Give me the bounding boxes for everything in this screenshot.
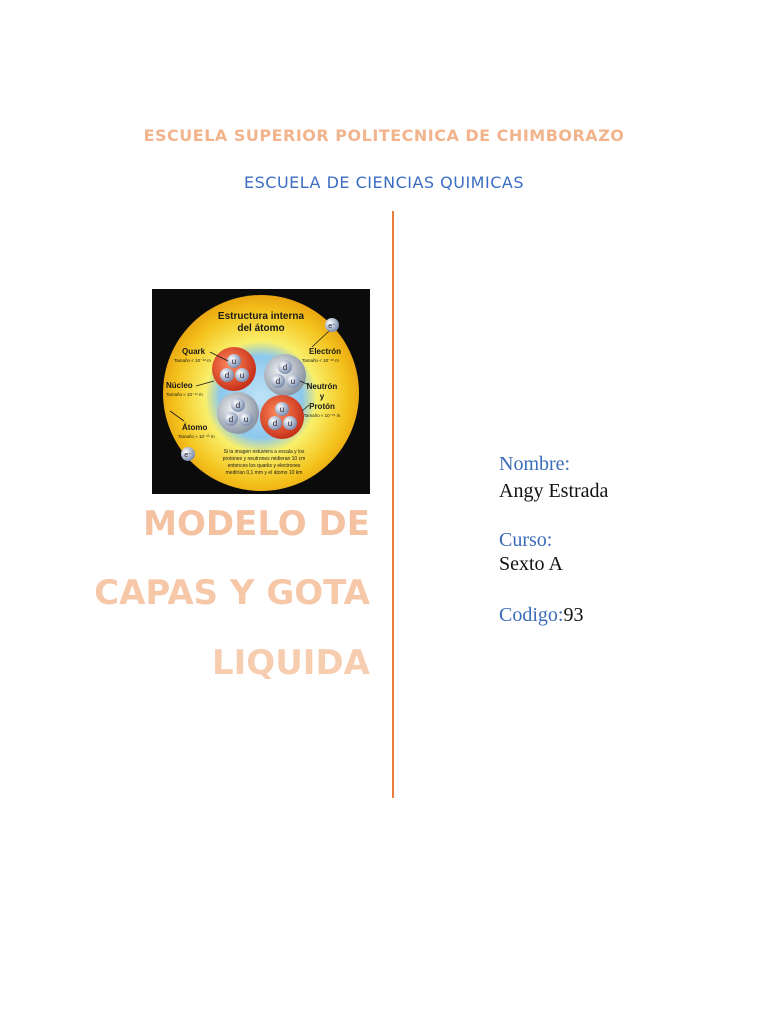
note-line-1: Si la imagen estuviera a escala y los: [223, 449, 305, 455]
code-value: 93: [563, 604, 584, 626]
vertical-divider: [392, 211, 394, 798]
svg-text:u: u: [239, 371, 245, 380]
label-electron-size: Tamaño < 10⁻¹⁸ m: [302, 358, 339, 363]
title-line-2: CAPAS Y GOTA: [94, 573, 370, 613]
svg-text:e⁻: e⁻: [328, 323, 336, 330]
electron-bottom: [181, 447, 195, 461]
svg-text:e⁻: e⁻: [184, 452, 192, 459]
course-value: Sexto A: [499, 553, 563, 575]
svg-text:u: u: [279, 405, 285, 414]
label-quark-size: Tamaño < 10⁻¹⁸ m: [174, 358, 211, 363]
code-row: [499, 603, 583, 627]
label-y: y: [319, 392, 325, 401]
atom-structure-image: [152, 289, 370, 494]
svg-text:d: d: [272, 419, 278, 428]
svg-text:d: d: [228, 415, 234, 424]
svg-text:u: u: [231, 357, 237, 366]
note-line-2: protones y neutrones midieran 10 cm: [222, 456, 306, 462]
svg-text:d: d: [275, 377, 281, 386]
electron-top: [325, 318, 339, 332]
svg-text:u: u: [243, 415, 249, 424]
title-line-3: LIQUIDA: [211, 643, 370, 683]
note-line-4: medirían 0,1 mm y el átomo 10 km: [225, 470, 303, 476]
course-label: Curso:: [499, 529, 553, 551]
svg-text:d: d: [235, 401, 241, 410]
label-atomo-size: Tamaño ≈ 10⁻¹⁰ m: [178, 434, 215, 439]
note-line-3: entonces los quarks y electrones: [227, 463, 301, 469]
proton-bottom-right: [260, 395, 304, 439]
label-nucleo-size: Tamaño ≈ 10⁻¹⁴ m: [166, 392, 203, 397]
label-electron: Electrón: [309, 347, 342, 356]
label-nucleo: Núcleo: [166, 381, 193, 390]
institution-name: ESCUELA SUPERIOR POLITECNICA DE CHIMBORAZO: [143, 126, 625, 145]
proton-top-left: [212, 347, 256, 391]
figure-title-2: del átomo: [237, 323, 285, 334]
svg-text:u: u: [287, 419, 293, 428]
svg-text:d: d: [224, 371, 230, 380]
figure-title-1: Estructura interna: [217, 311, 305, 322]
label-atomo: Átomo: [182, 423, 208, 432]
label-proton-size: Tamaño ≈ 10⁻¹⁵ m: [303, 413, 341, 418]
title-line-1: MODELO DE: [143, 504, 370, 544]
neutron-bottom-left: [217, 392, 259, 434]
label-quark: Quark: [182, 347, 206, 356]
svg-text:u: u: [290, 377, 296, 386]
name-label: Nombre:: [499, 453, 571, 475]
neutron-top-right: [264, 354, 306, 396]
label-proton: Protón: [309, 402, 335, 411]
label-neutron: Neutrón: [306, 382, 338, 391]
school-name: ESCUELA DE CIENCIAS QUIMICAS: [244, 173, 524, 192]
code-label: Codigo:: [499, 604, 564, 626]
name-value: Angy Estrada: [499, 480, 609, 502]
svg-text:d: d: [282, 363, 288, 372]
